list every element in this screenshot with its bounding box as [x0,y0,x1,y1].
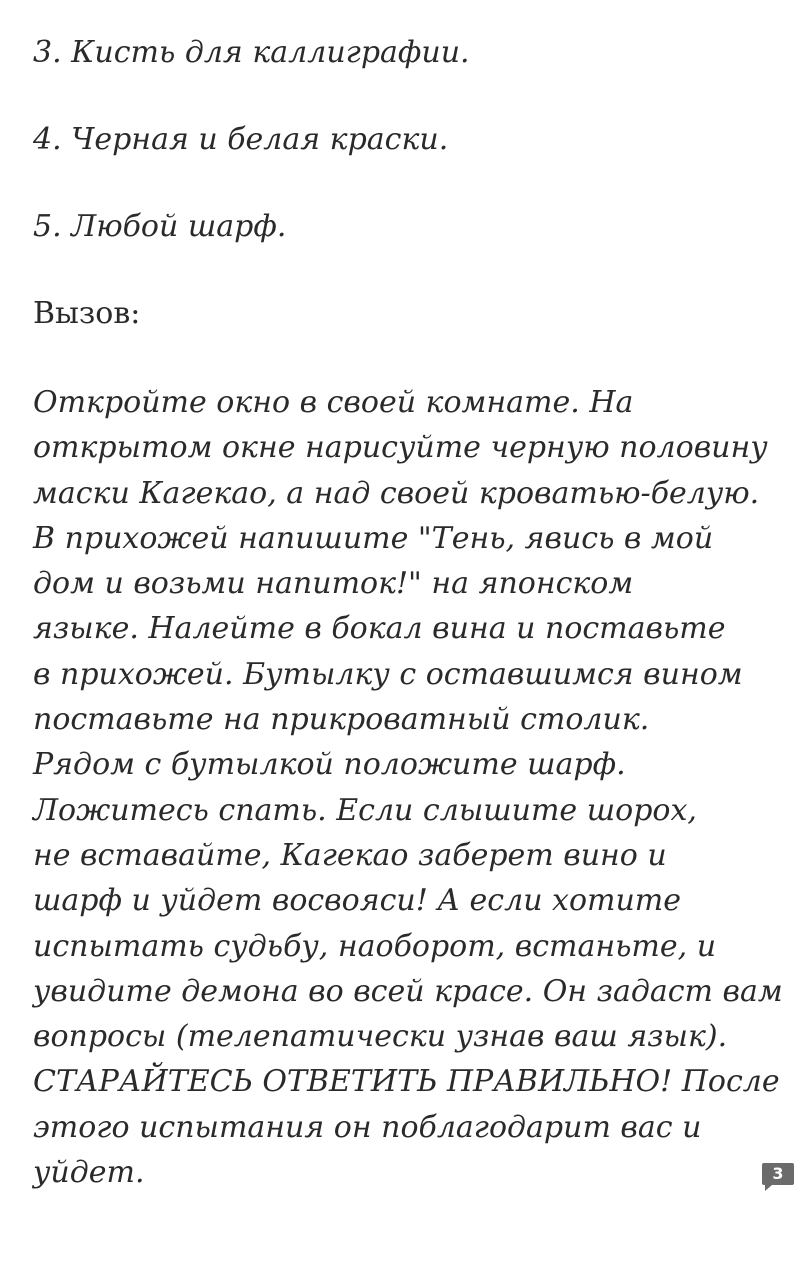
body-line: Откройте окно в своей комнате. На [33,385,634,420]
body-line: маски Кагекао, а над своей кроватью-белую. [33,475,760,511]
body-line: испытать судьбу, наоборот, встаньте, и [33,928,717,964]
list-item-5: 5. Любой шарф. [33,209,287,244]
body-line: СТАРАЙТЕСЬ ОТВЕТИТЬ ПРАВИЛЬНО! После [33,1064,780,1100]
body-line: вопросы (телепатически узнав ваш язык). [33,1019,728,1055]
body-line: в прихожей. Бутылку с оставшимся вином [33,656,743,692]
paragraph-comment-button[interactable] [762,1163,794,1191]
body-line: поставьте на прикроватный столик. [33,702,650,738]
body-line: В прихожей напишите "Тень, явись в мой [33,520,714,556]
body-paragraph [33,380,783,1195]
comment-count: 3 [772,1164,784,1183]
body-line: Рядом с бутылкой положите шарф. [33,747,626,783]
body-line: открытом окне нарисуйте черную половину [33,430,768,466]
list-item-4: 4. Черная и белая краски. [33,122,449,157]
body-line: не вставайте, Кагекао заберет вино и [33,837,667,873]
body-line: языке. Налейте в бокал вина и поставьте [33,611,726,647]
list-item-3: 3. Кисть для каллиграфии. [33,35,470,70]
body-line: уйдет. [33,1155,145,1191]
section-heading: Вызов: [33,296,141,331]
body-line: Ложитесь спать. Если слышите шорох, [33,792,697,828]
body-line: увидите демона во всей красе. Он задаст вам [33,973,783,1009]
body-line: дом и возьми напиток!" на японском [33,566,634,602]
body-line: этого испытания он поблагодарит вас и [33,1109,702,1145]
body-line: шарф и уйдет восвояси! А если хотите [33,883,682,919]
